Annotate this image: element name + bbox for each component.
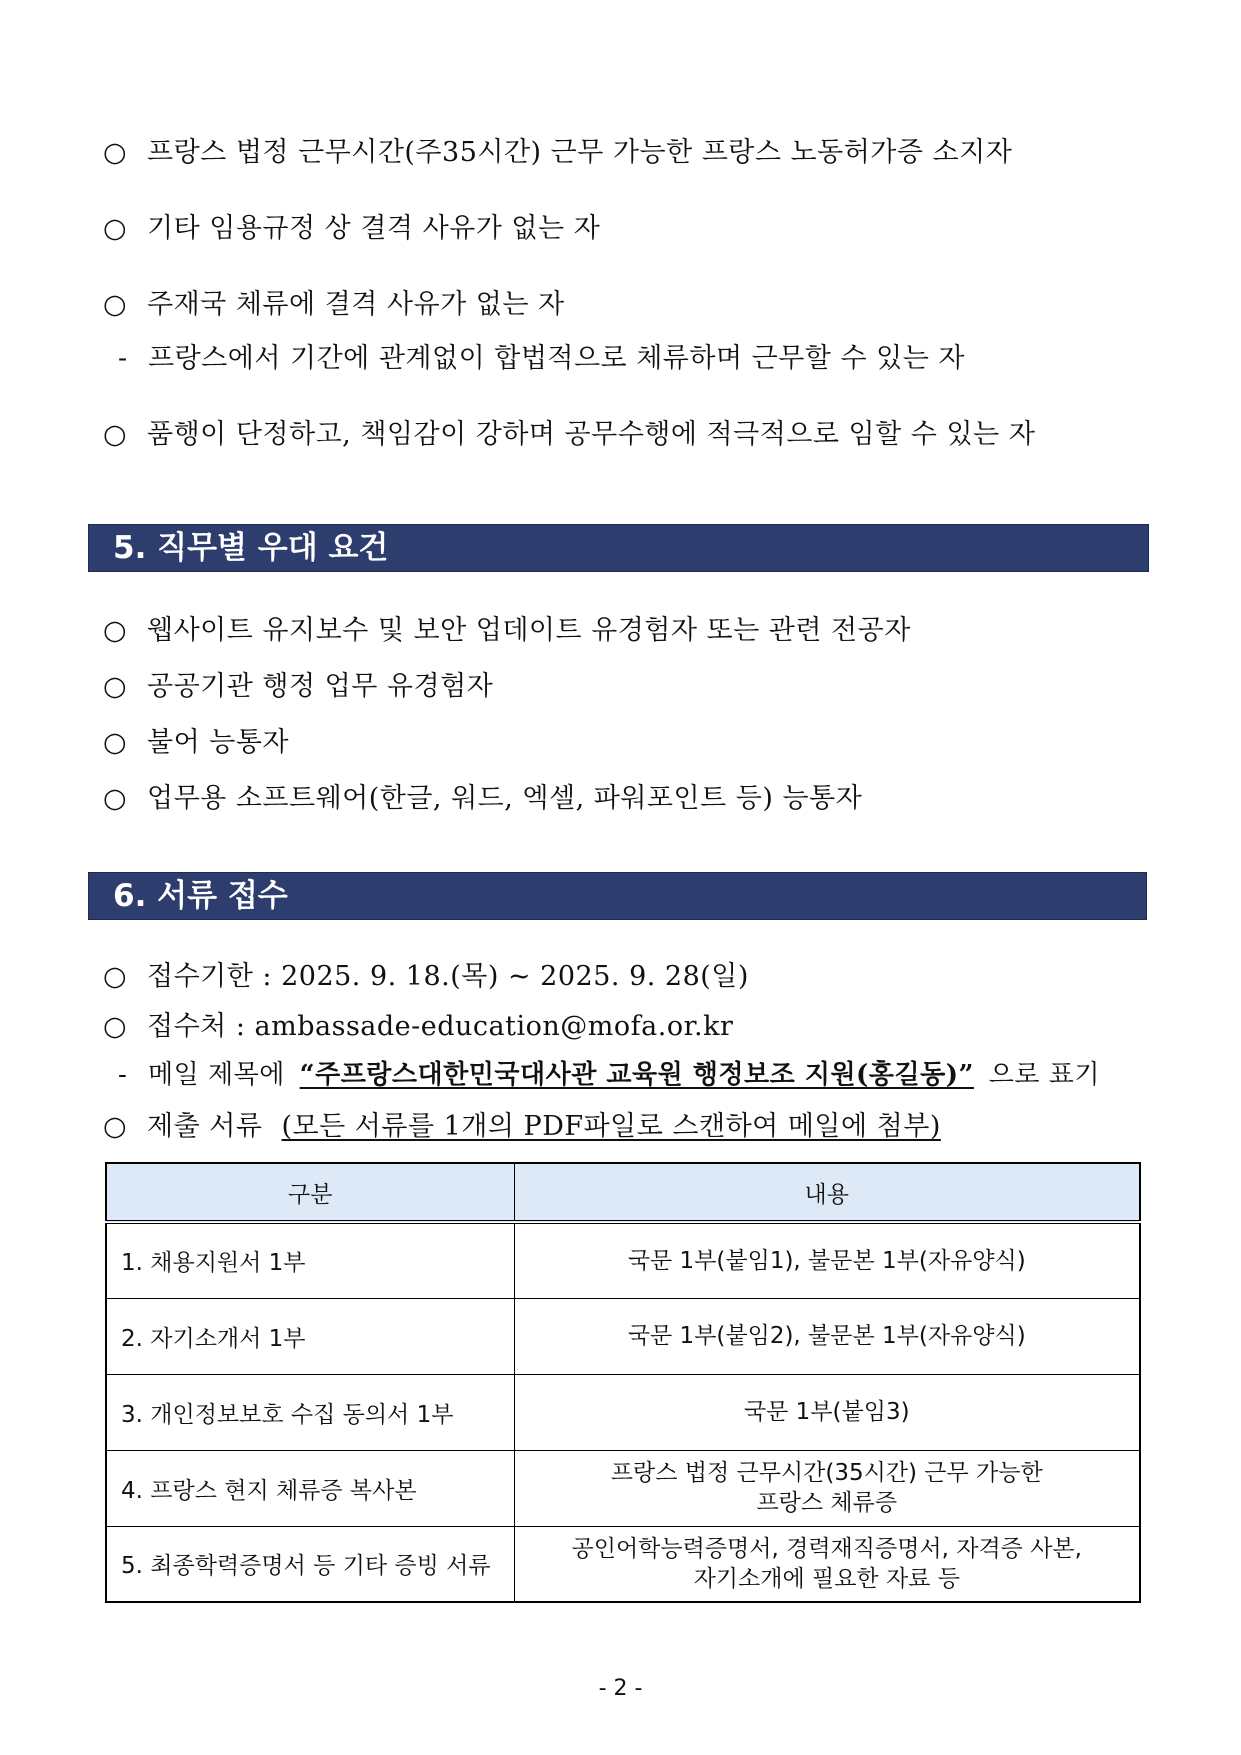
qualification-item [103, 282, 565, 321]
circle-bullet-icon: ○ [103, 1111, 128, 1142]
table-header-category: 구분 [106, 1163, 514, 1222]
circle-bullet-icon: ○ [103, 615, 128, 646]
table-row [106, 1374, 1140, 1450]
table-cell-content-line: 공인어학능력증명서, 경력재직증명서, 자격증 사본, [571, 1535, 1082, 1562]
table-cell-content: 국문 1부(붙임3) [514, 1374, 1140, 1450]
circle-bullet-icon: ○ [103, 783, 128, 814]
documents-note: (모든 서류를 1개의 PDF파일로 스캔하여 메일에 첨부) [281, 1111, 941, 1142]
documents-table [105, 1162, 1141, 1603]
table-row [106, 1298, 1140, 1374]
dash-bullet: - [118, 343, 128, 374]
preference-text: 공공기관 행정 업무 유경험자 [147, 671, 494, 702]
subject-value: “주프랑스대한민국대사관 교육원 행정보조 지원(홍길동)” [299, 1060, 974, 1090]
preference-item [103, 608, 911, 647]
table-row [106, 1526, 1140, 1602]
table-cell-category: 1. 채용지원서 1부 [106, 1222, 514, 1298]
table-header-content: 내용 [514, 1163, 1140, 1222]
table-header-row [106, 1163, 1140, 1222]
qualification-sub-text: 프랑스에서 기간에 관계없이 합법적으로 체류하며 근무할 수 있는 자 [148, 343, 965, 374]
qualification-text: 품행이 단정하고, 책임감이 강하며 공무수행에 적극적으로 임할 수 있는 자 [147, 419, 1036, 450]
preference-item [103, 720, 289, 759]
qualification-item [103, 206, 600, 245]
circle-bullet-icon: ○ [103, 137, 128, 168]
table-cell-category: 3. 개인정보보호 수집 동의서 1부 [106, 1374, 514, 1450]
circle-bullet-icon: ○ [103, 961, 128, 992]
qualification-text: 주재국 체류에 결격 사유가 없는 자 [147, 289, 565, 320]
preference-item [103, 664, 493, 703]
preference-text: 불어 능통자 [147, 727, 289, 758]
documents-item [103, 1104, 941, 1143]
deadline-text: 접수기한 : 2025. 9. 18.(목) ~ 2025. 9. 28(일) [147, 961, 749, 992]
section-5-header: 5. 직무별 우대 요건 [88, 524, 1149, 572]
recipient-item [103, 1004, 733, 1043]
table-cell-content-line: 프랑스 체류증 [756, 1490, 898, 1516]
subject-prefix: 메일 제목에 [148, 1060, 285, 1090]
circle-bullet-icon: ○ [103, 419, 128, 450]
preference-text: 업무용 소프트웨어(한글, 워드, 엑셀, 파워포인트 등) 능통자 [147, 783, 863, 814]
section-6-header: 6. 서류 접수 [88, 872, 1147, 920]
table-cell-content: 국문 1부(붙임2), 불문본 1부(자유양식) [514, 1298, 1140, 1374]
table-cell-category: 5. 최종학력증명서 등 기타 증빙 서류 [106, 1526, 514, 1602]
qualification-text: 프랑스 법정 근무시간(주35시간) 근무 가능한 프랑스 노동허가증 소지자 [147, 137, 1013, 168]
circle-bullet-icon: ○ [103, 671, 128, 702]
deadline-item [103, 954, 749, 993]
circle-bullet-icon: ○ [103, 727, 128, 758]
table-cell-category: 2. 자기소개서 1부 [106, 1298, 514, 1374]
table-cell-content: 국문 1부(붙임1), 불문본 1부(자유양식) [514, 1222, 1140, 1298]
qualification-text: 기타 임용규정 상 결격 사유가 없는 자 [147, 213, 601, 244]
qualification-sub-item [118, 336, 965, 375]
recipient-text: 접수처 : ambassade-education@mofa.or.kr [147, 1011, 734, 1042]
qualification-item [103, 130, 1012, 169]
page-number: - 2 - [598, 1676, 643, 1701]
table-row [106, 1222, 1140, 1298]
qualification-item [103, 412, 1035, 451]
subject-instruction [118, 1054, 1100, 1091]
documents-prefix: 제출 서류 [147, 1111, 263, 1142]
dash-bullet: - [118, 1060, 128, 1090]
circle-bullet-icon: ○ [103, 1011, 128, 1042]
table-cell-content-line: 프랑스 법정 근무시간(35시간) 근무 가능한 [610, 1460, 1043, 1486]
preference-text: 웹사이트 유지보수 및 보안 업데이트 유경험자 또는 관련 전공자 [147, 615, 911, 646]
table-row [106, 1450, 1140, 1526]
subject-suffix: 으로 표기 [988, 1060, 1100, 1090]
preference-item [103, 776, 862, 815]
table-cell-content [514, 1450, 1140, 1526]
circle-bullet-icon: ○ [103, 289, 128, 320]
table-cell-content [514, 1526, 1140, 1602]
table-cell-content-line: 자기소개에 필요한 자료 등 [693, 1565, 960, 1592]
circle-bullet-icon: ○ [103, 213, 128, 244]
table-cell-category: 4. 프랑스 현지 체류증 복사본 [106, 1450, 514, 1526]
